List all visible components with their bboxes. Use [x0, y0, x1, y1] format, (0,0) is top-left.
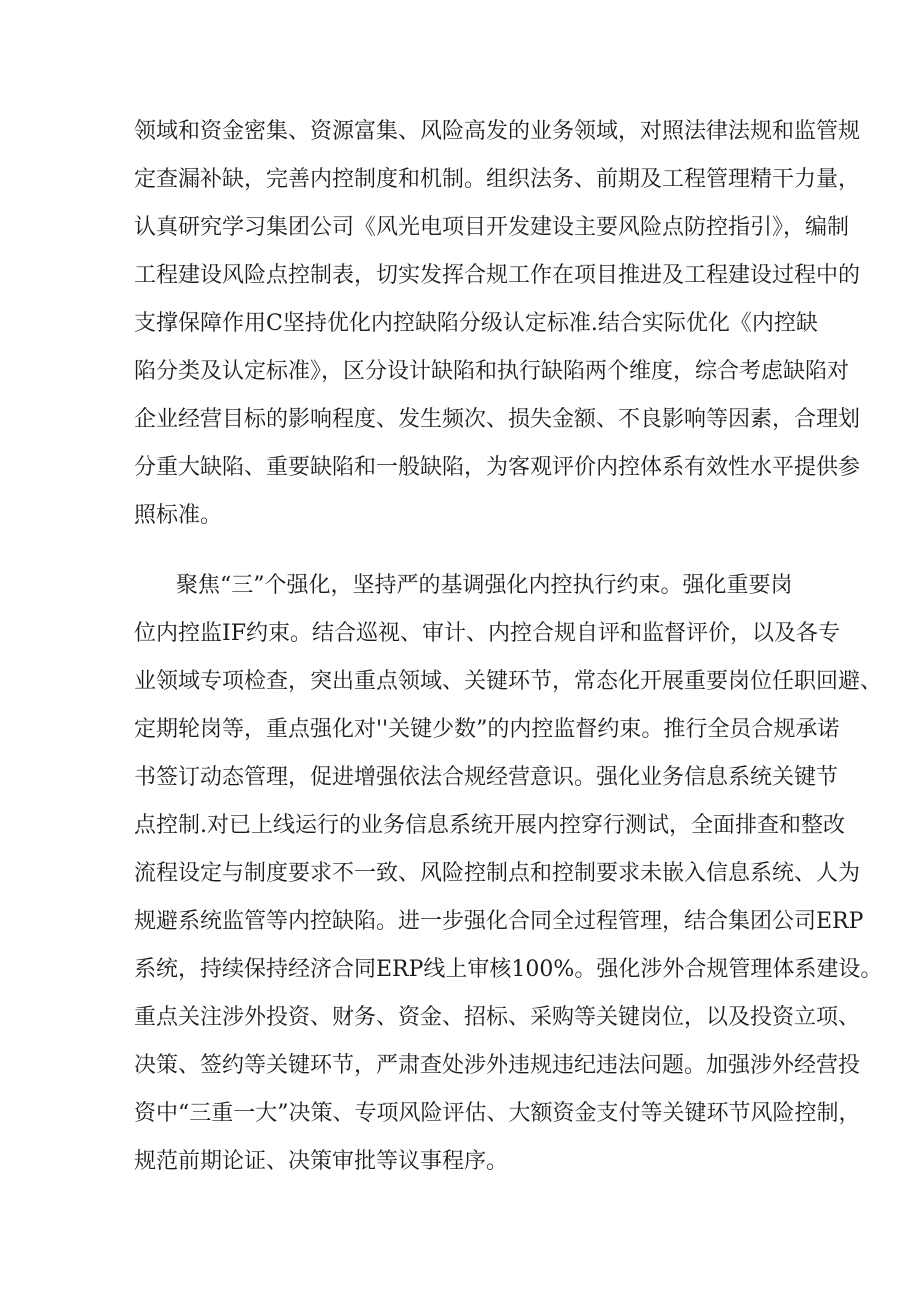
text-line: 工程建设风险点控制表，切实发挥合规工作在项目推进及工程建设过程中的	[134, 263, 861, 288]
text-line: 定查漏补缺，完善内控制度和机制。组织法务、前期及工程管理精干力量，	[134, 167, 861, 192]
text-line: 点控制.对已上线运行的业务信息系统开展内控穿行测试，全面排查和整改	[134, 813, 845, 838]
text-line: 陷分类及认定标准》，区分设计缺陷和执行缺陷两个维度，综合考虑缺陷对	[134, 359, 850, 384]
text-line: 重点关注涉外投资、财务、资金、招标、采购等关键岗位，以及投资立项、	[134, 1005, 861, 1030]
text-line: 资中“三重一大”决策、专项风险评估、大额资金支付等关键环节风险控制，	[134, 1101, 861, 1126]
text-line: 照标准。	[134, 503, 223, 528]
text-line: 决策、签约等关键环节，严肃查处涉外违规违纪违法问题。加强涉外经营投	[134, 1053, 861, 1078]
text-line: 支撑保障作用C坚持优化内控缺陷分级认定标准.结合实际优化《内控缺	[134, 311, 818, 336]
text-line: 认真研究学习集团公司《风光电项目开发建设主要风险点防控指引》，编制	[134, 215, 850, 240]
text-line: 规范前期论证、决策审批等议事程序。	[134, 1149, 509, 1174]
text-line: 流程设定与制度要求不一致、风险控制点和控制要求未嵌入信息系统、人为	[134, 861, 861, 886]
text-line: 系统，持续保持经济合同ERP线上审核100%。强化涉外合规管理体系建设。	[134, 957, 883, 982]
text-line: 领域和资金密集、资源富集、风险高发的业务领域，对照法律法规和监管规	[134, 119, 861, 144]
text-line: 定期轮岗等，重点强化对''关键少数”的内控监督约束。推行全员合规承诺	[134, 717, 840, 742]
text-line: 位内控监IF约束。结合巡视、审计、内控合规自评和监督评价，以及各专	[134, 621, 840, 646]
text-line: 书签订动态管理，促进增强依法合规经营意识。强化业务信息系统关键节	[134, 765, 839, 790]
text-line: 企业经营目标的影响程度、发生频次、损失金额、不良影响等因素，合理划	[134, 407, 861, 432]
text-line: 业领域专项检查，突出重点领域、关键环节，常态化开展重要岗位任职回避、	[134, 669, 883, 694]
text-line: 规避系统监管等内控缺陷。进一步强化合同全过程管理，结合集团公司ERP	[134, 909, 864, 934]
text-line: 分重大缺陷、重要缺陷和一般缺陷，为客观评价内控体系有效性水平提供参	[134, 455, 861, 480]
text-line: 聚焦“三”个强化，坚持严的基调强化内控执行约束。强化重要岗	[176, 573, 793, 598]
